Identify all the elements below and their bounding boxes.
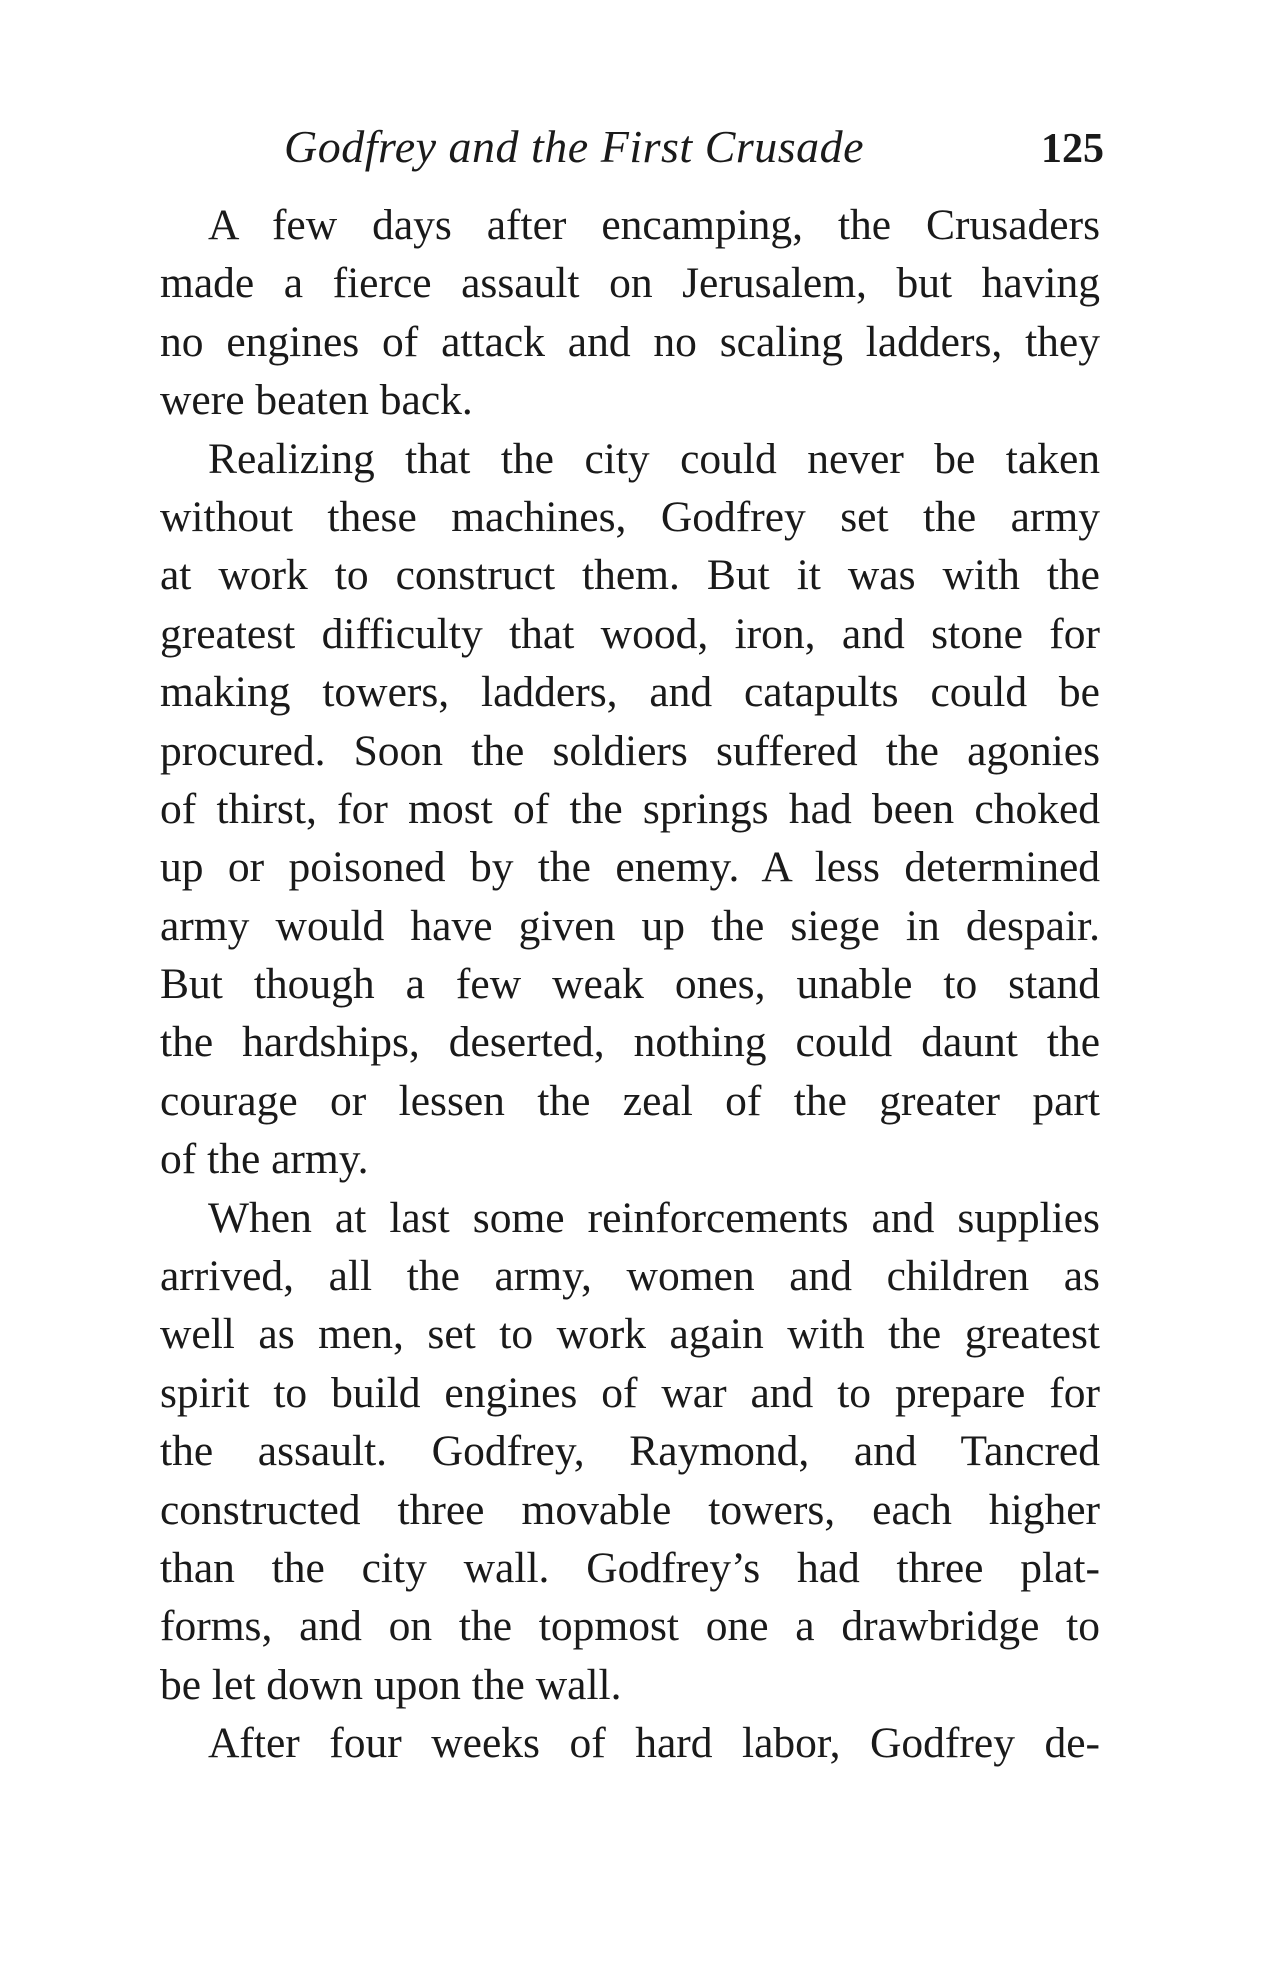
text-line: be let down upon the wall.: [160, 1660, 622, 1709]
text-line: well as men, set to work again with the greatest: [160, 1310, 1100, 1359]
text-line: making towers, ladders, and catapults could be: [160, 668, 1100, 717]
text-line: than the city wall. Godfrey’s had three plat-: [160, 1543, 1100, 1592]
text-line: forms, and on the topmost one a drawbridge to: [160, 1602, 1100, 1651]
text-line: courage or lessen the zeal of the greater part: [160, 1076, 1100, 1125]
text-line: Realizing that the city could never be taken: [208, 434, 1100, 483]
text-line: without these machines, Godfrey set the army: [160, 492, 1100, 541]
running-title: Godfrey and the First Crusade: [284, 121, 865, 172]
text-line: no engines of attack and no scaling ladders, they: [160, 317, 1100, 366]
text-line: greatest difficulty that wood, iron, and stone for: [160, 609, 1100, 658]
text-line: When at last some reinforcements and supplies: [208, 1193, 1100, 1242]
text-line: were beaten back.: [160, 376, 473, 425]
text-line: arrived, all the army, women and children as: [160, 1252, 1100, 1301]
text-line: procured. Soon the soldiers suffered the agonies: [160, 726, 1100, 775]
body-text: [160, 196, 1100, 1773]
text-line: After four weeks of hard labor, Godfrey de-: [208, 1719, 1100, 1768]
text-line: But though a few weak ones, unable to stand: [160, 960, 1100, 1009]
text-line: of thirst, for most of the springs had been choked: [160, 784, 1100, 833]
text-line: the assault. Godfrey, Raymond, and Tancred: [160, 1427, 1100, 1476]
text-line: constructed three movable towers, each higher: [160, 1485, 1100, 1534]
text-line: made a fierce assault on Jerusalem, but having: [160, 259, 1100, 308]
text-line: of the army.: [160, 1135, 369, 1184]
running-head: [284, 112, 1104, 182]
text-line: the hardships, deserted, nothing could daunt the: [160, 1018, 1100, 1067]
page-number: 125: [1041, 126, 1104, 172]
text-line: army would have given up the siege in despair.: [160, 901, 1100, 950]
text-line: at work to construct them. But it was with the: [160, 551, 1100, 600]
text-line: up or poisoned by the enemy. A less determined: [160, 843, 1100, 892]
text-line: spirit to build engines of war and to prepare for: [160, 1368, 1100, 1417]
text-line: A few days after encamping, the Crusaders: [208, 201, 1100, 249]
